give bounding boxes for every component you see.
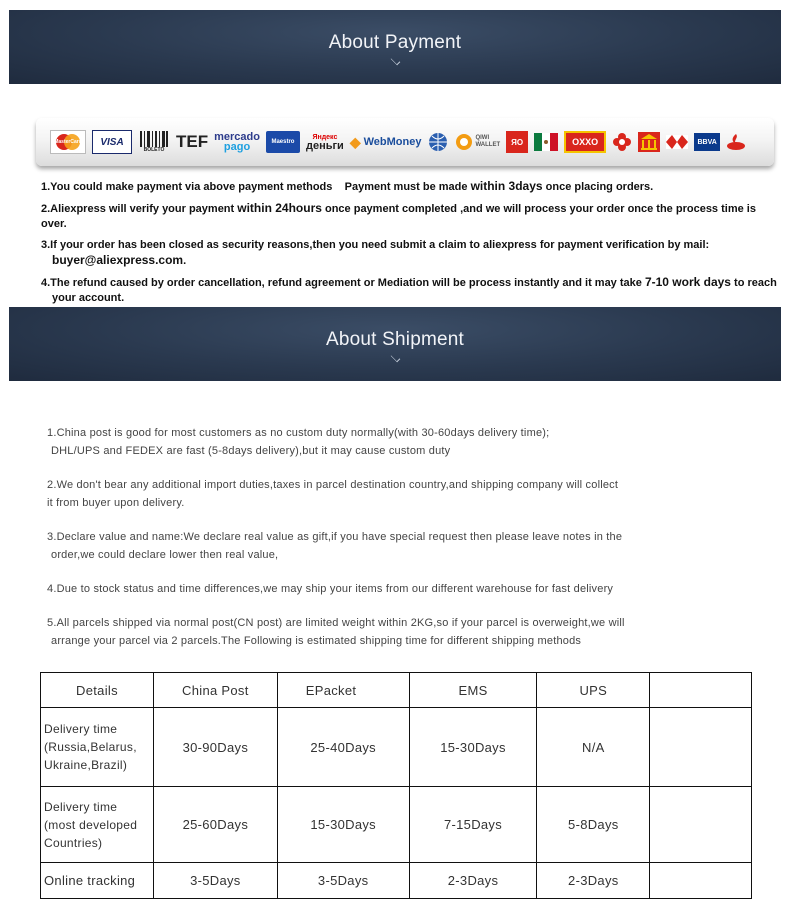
payment-methods-strip	[36, 118, 774, 166]
webmoney-icon: ◆	[349, 133, 361, 150]
globe-icon	[427, 131, 449, 153]
flower-logo-icon	[612, 132, 632, 152]
santander-flame-icon	[726, 133, 746, 151]
shipment-note-3: 3.Declare value and name:We declare real value as gift,if you have special request then please leave notes in the order,we could declare lower then real value,	[47, 531, 623, 561]
tef-logo: TEF	[176, 132, 209, 151]
chevron-down-icon	[390, 55, 400, 65]
shipping-time-table	[40, 672, 752, 899]
table-header-cell	[650, 673, 752, 708]
payment-note-3: 3.If your order has been closed as security reasons,then you need submit a claim to aliexpress for payment verification by mail:	[41, 239, 710, 251]
shipment-note-5: 5.All parcels shipped via normal post(CN post) are limited weight within 2KG,so if your parcel is overweight,we will arrange your parcel via 2 parcels.The Following is estimated shipping time for different shipping methods	[47, 617, 625, 647]
table-row	[41, 708, 752, 787]
boleto-logo: BOLETO	[138, 130, 170, 154]
mastercard-logo: MasterCard	[50, 130, 86, 154]
yandex-money-logo: Яндекс деньги	[305, 134, 344, 152]
payment-note-4-cont: your account.	[52, 292, 125, 304]
payment-note-1: 1.You could make payment via above payment methods Payment must be made within 3days once placing orders.	[41, 179, 654, 193]
table-cell: 2-3Days	[537, 863, 650, 899]
table-cell	[650, 708, 752, 787]
mexico-flag-icon	[534, 133, 558, 151]
payment-heading: About Payment	[328, 31, 462, 53]
table-row	[41, 787, 752, 863]
shipment-banner	[9, 307, 781, 381]
visa-logo: VISA	[92, 130, 132, 154]
shipment-note-2: 2.We don't bear any additional import duties,taxes in parcel destination country,and shipping company will collect it from buyer upon delivery.	[47, 479, 619, 509]
table-header-cell: China Post	[153, 673, 277, 708]
sofort-logo: ЯО	[506, 131, 528, 153]
bank-icon	[638, 132, 660, 152]
table-row-label: Delivery time (most developed Countries)	[41, 787, 154, 863]
table-cell: 3-5Days	[153, 863, 277, 899]
shipment-notes	[47, 424, 687, 666]
table-header-row	[41, 673, 752, 708]
verification-email: buyer@aliexpress.com	[52, 253, 184, 267]
mercado-pago-logo: mercado pago	[214, 131, 260, 153]
table-cell: 2-3Days	[409, 863, 537, 899]
table-row-label: Online tracking	[41, 863, 154, 899]
table-row-label: Delivery time (Russia,Belarus, Ukraine,Brazil)	[41, 708, 154, 787]
webmoney-logo: ◆ WebMoney	[349, 133, 422, 150]
table-cell: 15-30Days	[409, 708, 537, 787]
table-cell	[650, 787, 752, 863]
table-cell: 5-8Days	[537, 787, 650, 863]
table-cell	[650, 863, 752, 899]
table-header-cell: EMS	[409, 673, 537, 708]
bbva-logo: BBVA	[694, 133, 720, 151]
hsbc-logo-icon	[666, 135, 688, 149]
oxxo-logo: OXXO	[564, 131, 606, 153]
payment-note-3-email-line: buyer@aliexpress.com.	[52, 253, 187, 267]
qiwi-wallet-logo: QIWI WALLET	[455, 133, 500, 151]
shipment-note-4: 4.Due to stock status and time differences,we may ship your items from our different warehouse for fast delivery	[47, 583, 614, 595]
table-cell: 15-30Days	[277, 787, 409, 863]
table-header-cell: EPacket	[277, 673, 409, 708]
table-cell: 25-60Days	[153, 787, 277, 863]
table-header-cell: Details	[41, 673, 154, 708]
table-cell: N/A	[537, 708, 650, 787]
table-cell: 25-40Days	[277, 708, 409, 787]
maestro-logo: Maestro	[266, 131, 300, 153]
shipment-heading: About Shipment	[326, 328, 464, 350]
table-cell: 3-5Days	[277, 863, 409, 899]
payment-banner	[9, 10, 781, 84]
table-cell: 7-15Days	[409, 787, 537, 863]
payment-note-4: 4.The refund caused by order cancellation, refund agreement or Mediation will be process instantly and it may take 7-10 work days to reach	[41, 275, 777, 289]
table-cell: 30-90Days	[153, 708, 277, 787]
table-row	[41, 863, 752, 899]
shipment-note-1: 1.China post is good for most customers as no custom duty normally(with 30-60days delivery time); DHL/UPS and FEDEX are fast (5-8days delivery),but it may cause custom duty	[47, 427, 550, 457]
payment-note-2: 2.Aliexpress will verify your payment within 24hours once payment completed ,and we will process your order once the process time is over.	[41, 201, 756, 230]
table-header-cell: UPS	[537, 673, 650, 708]
chevron-down-icon	[390, 352, 400, 362]
payment-notes	[41, 179, 781, 306]
